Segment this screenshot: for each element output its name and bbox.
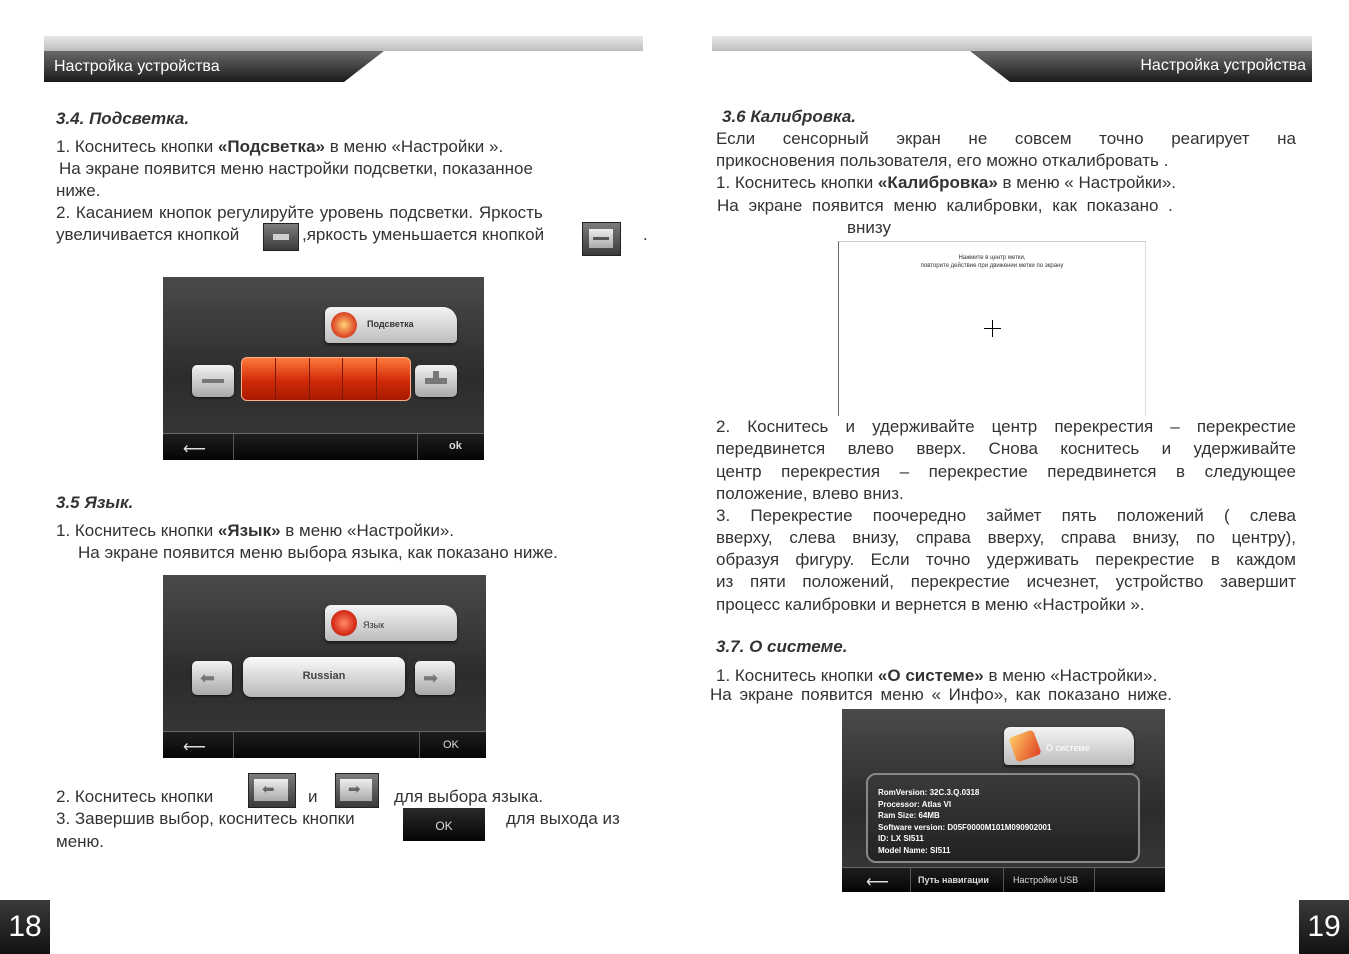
s36-p3-3: образуя фигуру. Если точно удерживать перекрестие в каждом bbox=[716, 550, 1296, 569]
header-right bbox=[712, 36, 1312, 82]
calibration-screen bbox=[838, 241, 1146, 416]
s34-line5c: . bbox=[643, 225, 648, 244]
plus-button[interactable] bbox=[415, 365, 457, 397]
screen-title-tab bbox=[325, 307, 457, 343]
screen-title: Подсветка bbox=[367, 319, 414, 329]
info-panel bbox=[866, 773, 1140, 863]
s35-line5: меню. bbox=[56, 832, 105, 851]
s35-line1: 1. Коснитесь кнопки «Язык» в меню «Настройки». bbox=[56, 521, 455, 540]
s36-p3-5: процесс калибровки и вернется в меню «Настройки ». bbox=[716, 595, 1145, 614]
arrow-left-icon: ⬅ bbox=[200, 668, 216, 688]
page-number-right: 19 bbox=[1299, 900, 1349, 954]
section-3-5-heading: 3.5 Язык. bbox=[56, 493, 134, 512]
s36-line2: прикосновения пользователя, его можно откалибровать . bbox=[716, 151, 1169, 170]
s37-line1: 1. Коснитесь кнопки «О системе» в меню «Настройки». bbox=[716, 666, 1158, 685]
s36-line5: внизу bbox=[847, 218, 892, 237]
minus-button[interactable] bbox=[192, 365, 234, 397]
s36-p2-4: положение, влево вниз. bbox=[716, 484, 904, 503]
navigation-path-button[interactable]: Путь навигации bbox=[918, 875, 989, 885]
s35-line3c: для выбора языка. bbox=[394, 787, 544, 806]
s36-p2-3: центр перекрестия – перекрестие передвинется в следующее bbox=[716, 462, 1296, 481]
screen-title: Язык bbox=[363, 620, 385, 630]
inline-plus-button bbox=[263, 223, 299, 251]
s35-line3a: 2. Коснитесь кнопки bbox=[56, 787, 214, 806]
info-ram-size: Ram Size: 64MB bbox=[878, 811, 940, 820]
page-number-left: 18 bbox=[0, 900, 50, 954]
calibration-instruction-2: повторите действие при движении метки по экрану bbox=[920, 263, 1064, 269]
inline-left-button bbox=[248, 773, 296, 808]
brightness-bar[interactable] bbox=[241, 357, 411, 401]
s36-p2-1: 2. Коснитесь и удерживайте центр перекрестия – перекрестие bbox=[716, 417, 1296, 436]
ok-button[interactable]: ok bbox=[449, 440, 462, 452]
back-arrow-icon[interactable]: ⟵ bbox=[183, 441, 206, 458]
arrow-right-icon: ➡ bbox=[348, 781, 361, 798]
prev-language-button[interactable] bbox=[192, 661, 232, 695]
screen-title-tab bbox=[1004, 727, 1134, 765]
section-3-7-heading: 3.7. О системе. bbox=[716, 637, 848, 656]
plus-icon bbox=[273, 234, 289, 240]
s34-line3: ниже. bbox=[56, 181, 101, 200]
back-arrow-icon[interactable]: ⟵ bbox=[183, 739, 206, 756]
backlight-screen bbox=[163, 277, 484, 460]
screen-title: О системе bbox=[1046, 743, 1090, 753]
info-rom-version: RomVersion: 32C.3.Q.0318 bbox=[878, 788, 980, 797]
s34-line4: 2. Касанием кнопок регулируйте уровень подсветки. Яркость bbox=[56, 203, 543, 222]
language-screen bbox=[163, 575, 486, 758]
calibration-instruction-1: Нажмите в центр метки, bbox=[958, 255, 1026, 261]
s34-line1: 1. Коснитесь кнопки «Подсветка» в меню «Настройки ». bbox=[56, 137, 504, 156]
s35-line4b: для выхода из bbox=[506, 809, 620, 828]
language-value: Russian bbox=[302, 670, 346, 682]
ok-button[interactable]: OK bbox=[443, 739, 459, 751]
inline-right-button bbox=[335, 773, 379, 808]
s35-line2: На экране появится меню выбора языка, как показано ниже. bbox=[78, 543, 558, 562]
s37-line2: На экране появится меню « Инфо», как показано ниже. bbox=[710, 685, 1172, 704]
language-icon bbox=[331, 610, 357, 636]
inline-minus-button bbox=[582, 222, 621, 256]
arrow-left-icon: ⬅ bbox=[262, 781, 275, 798]
screen-bottom-bar bbox=[163, 433, 484, 460]
info-id: ID: LX SI511 bbox=[878, 834, 924, 843]
arrow-right-icon: ➡ bbox=[423, 668, 439, 688]
screen-title-tab bbox=[325, 605, 457, 641]
s34-line5a: увеличивается кнопкой bbox=[56, 225, 240, 244]
s36-p3-1: 3. Перекрестие поочередно займет пять положений ( слева bbox=[716, 506, 1296, 525]
s36-line1: Если сенсорный экран не совсем точно реагирует на bbox=[716, 129, 1296, 148]
screen-bottom-bar bbox=[842, 867, 1165, 892]
s36-p3-4: из пяти положений, перекрестие исчезнет, устройство завершит bbox=[716, 572, 1296, 591]
info-processor: Processor: Atlas VI bbox=[878, 799, 952, 809]
s36-p2-2: передвинется влево вверх. Снова коснитесь и удерживайте bbox=[716, 439, 1296, 458]
info-software-version: Software version: D05F0000M101M090902001 bbox=[878, 822, 1052, 832]
minus-icon bbox=[202, 379, 224, 383]
s35-line3b: и bbox=[308, 787, 318, 806]
s36-line3: 1. Коснитесь кнопки «Калибровка» в меню « Настройки». bbox=[716, 173, 1177, 192]
inline-ok-button: OK bbox=[403, 808, 485, 841]
info-model-name: Model Name: SI511 bbox=[878, 845, 951, 855]
s36-p3-2: вверху, слева внизу, справа вверху, справа внизу, по центру), bbox=[716, 528, 1296, 547]
minus-icon bbox=[593, 237, 609, 240]
section-3-6-heading: 3.6 Калибровка. bbox=[722, 107, 856, 126]
screen-bottom-bar bbox=[163, 731, 486, 758]
usb-settings-button[interactable]: Настройки USB bbox=[1013, 875, 1079, 885]
header-left-title: Настройка устройства bbox=[54, 58, 220, 75]
s34-line5b: ,яркость уменьшается кнопкой bbox=[302, 225, 545, 244]
header-right-title: Настройка устройства bbox=[1140, 57, 1306, 74]
about-icon bbox=[1008, 729, 1041, 762]
about-screen bbox=[842, 709, 1165, 892]
s35-line4a: 3. Завершив выбор, коснитесь кнопки bbox=[56, 809, 355, 828]
next-language-button[interactable] bbox=[415, 661, 455, 695]
language-field[interactable] bbox=[243, 657, 405, 697]
header-left bbox=[44, 36, 643, 82]
backlight-icon bbox=[331, 312, 357, 338]
back-arrow-icon[interactable]: ⟵ bbox=[866, 874, 889, 891]
s34-line2: На экране появится меню настройки подсветки, показанное bbox=[59, 159, 533, 178]
section-3-4-heading: 3.4. Подсветка. bbox=[56, 109, 190, 128]
s36-line4: На экране появится меню калибровки, как показано . bbox=[717, 196, 1173, 215]
